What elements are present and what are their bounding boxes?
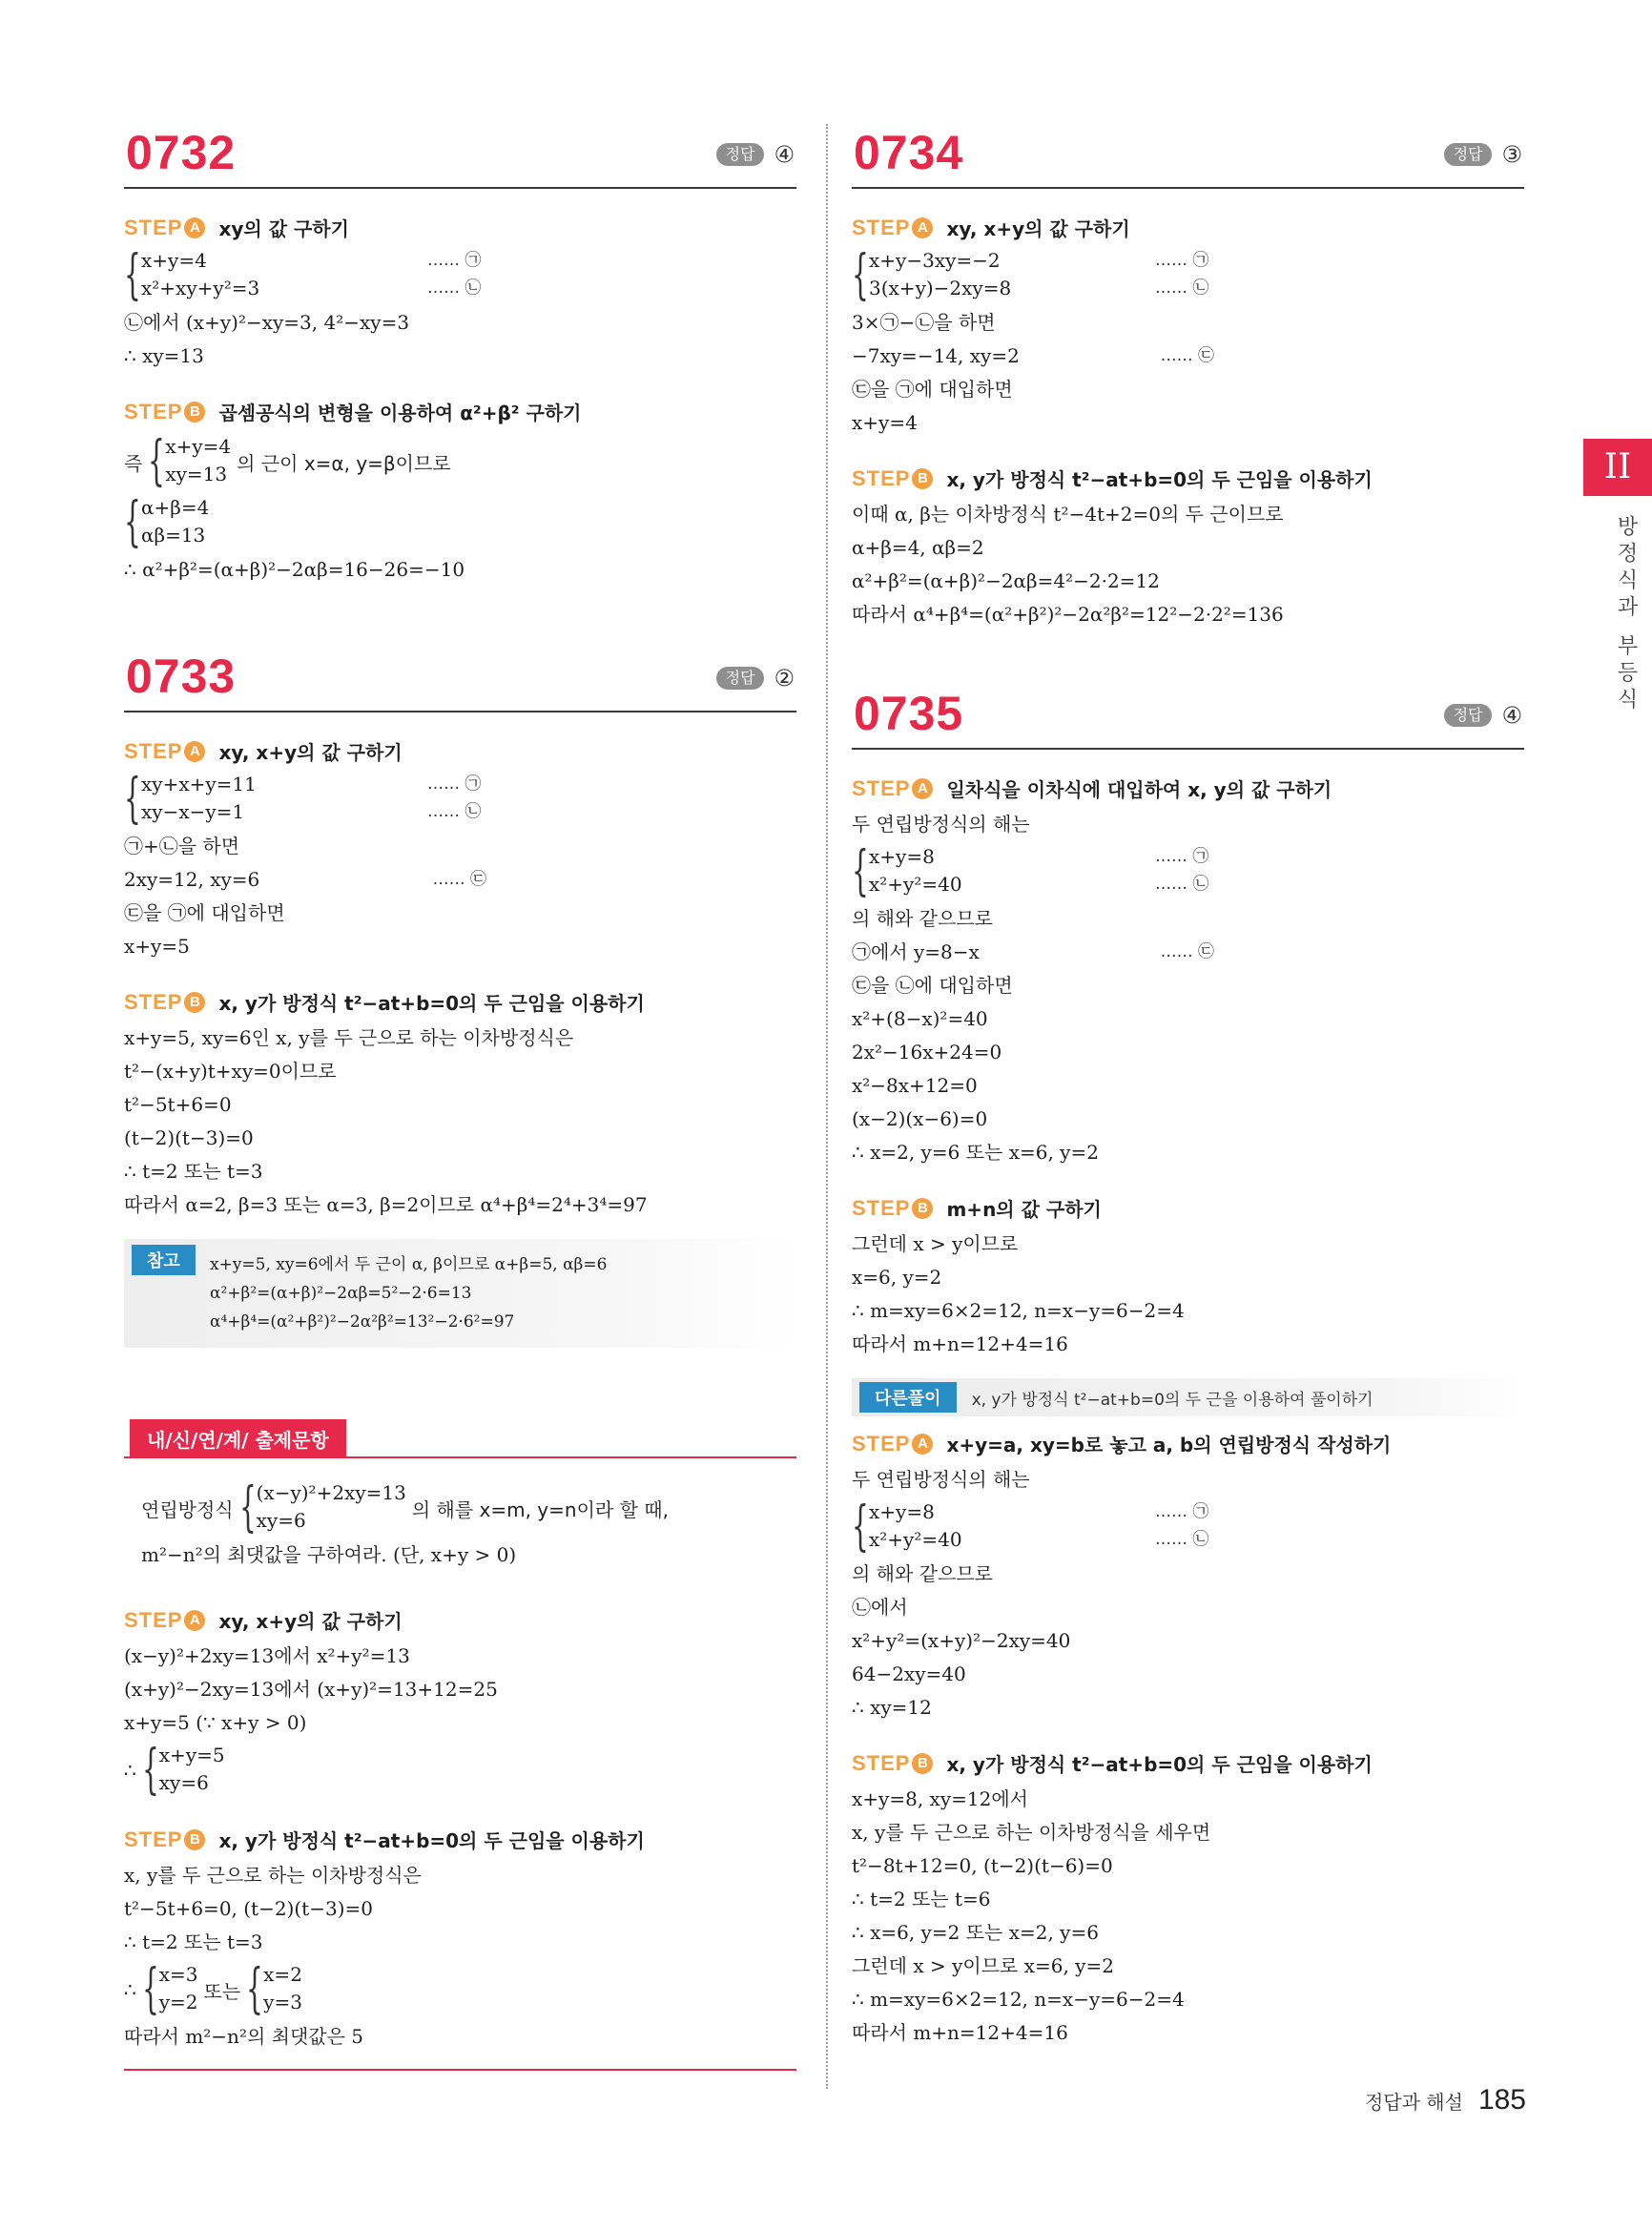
equation: x²+y²=40 bbox=[869, 873, 962, 896]
answer-value: ③ bbox=[1501, 141, 1522, 168]
step-letter: B bbox=[912, 1753, 933, 1774]
equation: x=2 bbox=[263, 1963, 302, 1986]
solution-line: 의 해와 같으므로 bbox=[852, 907, 993, 930]
alternate-solution-title: x, y가 방정식 t²−at+b=0의 두 근을 이용하여 풀이하기 bbox=[971, 1390, 1373, 1410]
solution-line: 그런데 x > y이므로 x=6, y=2 bbox=[852, 1954, 1114, 1977]
solution-line: 그런데 x > y이므로 bbox=[852, 1232, 1019, 1255]
solution-line: (x+y)²−2xy=13에서 (x+y)²=13+12=25 bbox=[124, 1678, 498, 1701]
answer-badge: 정답 bbox=[716, 667, 765, 690]
problem-number: 0732 bbox=[126, 126, 237, 179]
solution-line: (t−2)(t−3)=0 bbox=[124, 1126, 254, 1149]
right-column bbox=[852, 124, 1524, 2050]
answer-value: ② bbox=[774, 665, 795, 692]
solution-line: ∴ xy=13 bbox=[124, 344, 204, 367]
step-tag: STEP bbox=[852, 775, 911, 800]
solution-line: ㉠+㉡을 하면 bbox=[124, 835, 240, 857]
brace-icon: { bbox=[124, 244, 141, 306]
question-prefix: 연립방정식 bbox=[141, 1497, 234, 1521]
question-line: m²−n²의 최댓값을 구하여라. (단, x+y > 0) bbox=[141, 1543, 517, 1566]
problem-0734 bbox=[852, 124, 1524, 631]
equation-tag: …… ㉢ bbox=[1160, 942, 1214, 961]
equation-tag: …… ㉢ bbox=[1160, 346, 1214, 365]
step-title: x, y가 방정식 t²−at+b=0의 두 근임을 이용하기 bbox=[218, 992, 645, 1015]
answer bbox=[716, 143, 795, 166]
equation-tag: …… ㉡ bbox=[1155, 875, 1209, 894]
problem-header bbox=[124, 648, 796, 712]
solution-line: x²+(8−x)²=40 bbox=[852, 1007, 988, 1030]
brace-icon: { bbox=[852, 840, 869, 902]
brace-icon: { bbox=[141, 1958, 159, 2020]
solution-line: ㉡에서 bbox=[852, 1596, 908, 1619]
equation: xy=6 bbox=[158, 1771, 209, 1794]
step-a bbox=[124, 214, 796, 241]
solution-line: 따라서 m²−n²의 최댓값은 5 bbox=[124, 2025, 363, 2048]
or-word: 또는 bbox=[203, 1979, 241, 2003]
answer-badge: 정답 bbox=[1444, 704, 1493, 727]
equation-system bbox=[124, 491, 796, 553]
question-line bbox=[141, 1477, 779, 1538]
page-footer bbox=[1365, 2084, 1526, 2116]
equation-tag: …… ㉢ bbox=[432, 870, 486, 889]
step-letter: A bbox=[912, 1434, 933, 1455]
answer-badge: 정답 bbox=[1444, 143, 1493, 166]
step-tag: STEP bbox=[124, 1827, 183, 1851]
equation: x+y=8 bbox=[869, 1500, 935, 1523]
equation: y=3 bbox=[263, 1991, 302, 2013]
solution-line bbox=[852, 340, 1214, 373]
equation-tag: …… ㉡ bbox=[427, 279, 482, 298]
step-title: xy의 값 구하기 bbox=[218, 217, 349, 240]
step-letter: A bbox=[184, 217, 205, 238]
step-title: 일차식을 이차식에 대입하여 x, y의 값 구하기 bbox=[946, 778, 1332, 801]
solution-line: α+β=4, αβ=2 bbox=[852, 536, 984, 559]
solution-line: 3×㉠−㉡을 하면 bbox=[852, 311, 996, 334]
step-letter: B bbox=[184, 1829, 205, 1850]
step-title: m+n의 값 구하기 bbox=[946, 1198, 1102, 1221]
solution-line: t²−8t+12=0, (t−2)(t−6)=0 bbox=[852, 1854, 1113, 1877]
step-tag: STEP bbox=[124, 215, 183, 239]
brace-icon: { bbox=[124, 768, 141, 830]
solution-line: x, y를 두 근으로 하는 이차방정식을 세우면 bbox=[852, 1821, 1211, 1844]
solution-line: x+y=8, xy=12에서 bbox=[852, 1787, 1028, 1810]
step-b bbox=[852, 1194, 1524, 1222]
step-letter: A bbox=[912, 217, 933, 238]
naesin-section bbox=[124, 1416, 796, 2071]
solution-line: ∴ t=2 또는 t=3 bbox=[124, 1160, 263, 1183]
brace-icon: { bbox=[246, 1958, 263, 2020]
solution-line: ㉡에서 (x+y)²−xy=3, 4²−xy=3 bbox=[124, 311, 410, 334]
solution-line: x²−8x+12=0 bbox=[852, 1074, 978, 1097]
answer-value: ④ bbox=[1501, 702, 1522, 729]
solution-line: ∴ xy=12 bbox=[852, 1696, 932, 1719]
solution-line: 따라서 m+n=12+4=16 bbox=[852, 2021, 1068, 2044]
naesin-header bbox=[124, 1416, 796, 1458]
solution-line: 두 연립방정식의 해는 bbox=[852, 1468, 1030, 1491]
chapter-title: 방정식과 부등식 bbox=[1614, 515, 1638, 714]
step-tag: STEP bbox=[124, 738, 183, 763]
solution-line: 따라서 m+n=12+4=16 bbox=[852, 1332, 1068, 1355]
equation: x=3 bbox=[158, 1963, 198, 1986]
equation-system bbox=[124, 768, 796, 830]
solution-line: ∴ α²+β²=(α+β)²−2αβ=16−26=−10 bbox=[124, 558, 465, 581]
solution-line: 따라서 α=2, β=3 또는 α=3, β=2이므로 α⁴+β⁴=2⁴+3⁴=97 bbox=[124, 1193, 648, 1216]
problem-header bbox=[852, 124, 1524, 189]
chapter-tab bbox=[1583, 439, 1652, 496]
equation-tag: …… ㉠ bbox=[427, 251, 482, 270]
equation: x+y=4 bbox=[141, 249, 207, 272]
answer-badge: 정답 bbox=[716, 143, 765, 166]
equation-tag: …… ㉡ bbox=[427, 802, 482, 821]
step-a bbox=[852, 214, 1524, 241]
alt-step-a bbox=[852, 1430, 1524, 1457]
equation-tag: …… ㉠ bbox=[427, 774, 482, 794]
step-title: xy, x+y의 값 구하기 bbox=[218, 1610, 403, 1633]
equation-tag: …… ㉠ bbox=[1155, 847, 1209, 866]
step-tag: STEP bbox=[124, 399, 183, 423]
step-b bbox=[124, 988, 796, 1016]
step-letter: B bbox=[912, 1198, 933, 1219]
step-tag: STEP bbox=[124, 989, 183, 1014]
step-title: 곱셈공식의 변형을 이용하여 α²+β² 구하기 bbox=[218, 402, 582, 424]
step-b bbox=[852, 465, 1524, 492]
left-column bbox=[124, 124, 796, 2071]
equation-system bbox=[124, 244, 796, 306]
naesin-question bbox=[124, 1458, 796, 1581]
step-title: x, y가 방정식 t²−at+b=0의 두 근임을 이용하기 bbox=[218, 1829, 645, 1852]
note-line: α²+β²=(α+β)²−2αβ=5²−2·6=13 bbox=[210, 1284, 472, 1303]
solution-line bbox=[852, 936, 1214, 969]
equation: xy=13 bbox=[165, 463, 228, 485]
solution-line: x+y=4 bbox=[852, 411, 918, 434]
step-tag: STEP bbox=[852, 215, 911, 239]
equation: ㉠에서 y=8−x bbox=[852, 940, 980, 963]
naesin-label: 내/신/연/계/ 출제문항 bbox=[130, 1419, 346, 1458]
solution-line: (x−y)²+2xy=13에서 x²+y²=13 bbox=[124, 1644, 410, 1667]
equation: x+y=8 bbox=[869, 845, 935, 868]
brace-icon: { bbox=[852, 244, 869, 306]
solution-line: 64−2xy=40 bbox=[852, 1662, 966, 1685]
solution-line: ㉢을 ㉠에 대입하면 bbox=[852, 378, 1013, 401]
problem-number: 0735 bbox=[854, 687, 964, 740]
therefore-sign: ∴ bbox=[124, 1978, 136, 2001]
step-title: xy, x+y의 값 구하기 bbox=[218, 741, 403, 764]
solution-line: (x−2)(x−6)=0 bbox=[852, 1107, 988, 1130]
solution-line: t²−5t+6=0, (t−2)(t−3)=0 bbox=[124, 1897, 373, 1920]
equation-tag: …… ㉡ bbox=[1155, 1530, 1209, 1549]
solution-line: ∴ t=2 또는 t=6 bbox=[852, 1888, 991, 1910]
solution-line: 2x²−16x+24=0 bbox=[852, 1041, 1002, 1063]
step-letter: B bbox=[184, 402, 205, 423]
column-divider bbox=[826, 124, 828, 2089]
step-letter: A bbox=[912, 778, 933, 799]
step-letter: A bbox=[184, 1610, 205, 1631]
chapter-number: II bbox=[1603, 447, 1632, 486]
equation: xy−x−y=1 bbox=[141, 800, 245, 823]
solution-line: ㉢을 ㉡에 대입하면 bbox=[852, 974, 1013, 997]
answer-value: ④ bbox=[774, 141, 795, 168]
equation: −7xy=−14, xy=2 bbox=[852, 344, 1020, 367]
brace-icon: { bbox=[141, 1739, 159, 1801]
problem-0732 bbox=[124, 124, 796, 587]
equation-tag: …… ㉠ bbox=[1155, 251, 1209, 270]
problem-number: 0734 bbox=[854, 126, 964, 179]
step-letter: B bbox=[184, 992, 205, 1013]
equation-system bbox=[124, 1740, 796, 1801]
brace-icon: { bbox=[238, 1476, 257, 1538]
step-tag: STEP bbox=[852, 1750, 911, 1775]
solution-line: 이때 α, β는 이차방정식 t²−4t+2=0의 두 근이므로 bbox=[852, 503, 1284, 526]
note-box bbox=[124, 1239, 796, 1348]
footer-label: 정답과 해설 bbox=[1364, 2091, 1463, 2114]
step-title: x, y가 방정식 t²−at+b=0의 두 근임을 이용하기 bbox=[946, 468, 1373, 491]
equation: α+β=4 bbox=[141, 496, 210, 519]
note-line: α⁴+β⁴=(α²+β²)²−2α²β²=13²−2·6²=97 bbox=[210, 1312, 515, 1332]
answer bbox=[1444, 143, 1522, 166]
therefore-sign: ∴ bbox=[124, 1759, 136, 1782]
solution-line: x, y를 두 근으로 하는 이차방정식은 bbox=[124, 1864, 422, 1887]
note-line: x+y=5, xy=6에서 두 근이 α, β이므로 α+β=5, αβ=6 bbox=[210, 1255, 608, 1274]
answer bbox=[716, 667, 795, 690]
equation: xy+x+y=11 bbox=[141, 773, 257, 795]
equation: x²+xy+y²=3 bbox=[141, 277, 260, 299]
equation-tag: …… ㉡ bbox=[1155, 279, 1209, 298]
step-a bbox=[852, 774, 1524, 802]
step-a bbox=[124, 1606, 796, 1634]
step-b bbox=[124, 1826, 796, 1853]
step-tag: STEP bbox=[124, 1607, 183, 1632]
answer bbox=[1444, 704, 1522, 727]
solution-line: ∴ x=2, y=6 또는 x=6, y=2 bbox=[852, 1141, 1099, 1164]
equation: x+y=5 bbox=[158, 1744, 225, 1766]
step-tag: STEP bbox=[852, 1195, 911, 1220]
step-title: xy, x+y의 값 구하기 bbox=[946, 217, 1130, 240]
solution-line: 두 연립방정식의 해는 bbox=[852, 813, 1030, 836]
problem-header bbox=[852, 685, 1524, 750]
solution-line: x=6, y=2 bbox=[852, 1266, 942, 1289]
equation: y=2 bbox=[158, 1991, 198, 2013]
brace-icon: { bbox=[148, 430, 166, 492]
alt-step-b bbox=[852, 1749, 1524, 1777]
question-suffix: 의 해를 x=m, y=n이라 할 때, bbox=[411, 1497, 669, 1521]
equation-system bbox=[852, 244, 1524, 306]
equation: 3(x+y)−2xy=8 bbox=[869, 277, 1012, 299]
equation-system bbox=[124, 1959, 796, 2020]
step-tag: STEP bbox=[852, 465, 911, 490]
solution-line: ∴ m=xy=6×2=12, n=x−y=6−2=4 bbox=[852, 1988, 1185, 2011]
step-title: x, y가 방정식 t²−at+b=0의 두 근임을 이용하기 bbox=[946, 1753, 1373, 1776]
step-a bbox=[124, 737, 796, 765]
equation: xy=6 bbox=[256, 1509, 306, 1532]
solution-line: t²−(x+y)t+xy=0이므로 bbox=[124, 1060, 337, 1083]
solution-line: ∴ t=2 또는 t=3 bbox=[124, 1931, 263, 1953]
step-letter: B bbox=[912, 468, 933, 489]
equation: 2xy=12, xy=6 bbox=[124, 868, 260, 891]
equation-system bbox=[852, 1498, 1524, 1556]
solution-line: ∴ m=xy=6×2=12, n=x−y=6−2=4 bbox=[852, 1299, 1185, 1322]
problem-0733 bbox=[124, 648, 796, 1348]
problem-header bbox=[124, 124, 796, 189]
page-number: 185 bbox=[1477, 2084, 1526, 2116]
solution-line bbox=[124, 863, 486, 897]
step-tag: STEP bbox=[852, 1431, 911, 1456]
problem-0735 bbox=[852, 685, 1524, 2050]
equation: x²+y²=40 bbox=[869, 1528, 962, 1551]
equation-system bbox=[852, 840, 1524, 902]
alternate-solution-header bbox=[852, 1378, 1524, 1416]
solution-line: t²−5t+6=0 bbox=[124, 1093, 232, 1116]
solution-line: ∴ x=6, y=2 또는 x=2, y=6 bbox=[852, 1921, 1099, 1944]
solution-line: x+y=5 (∵ x+y > 0) bbox=[124, 1711, 307, 1734]
solution-line: 의 해와 같으므로 bbox=[852, 1562, 993, 1585]
equation-tag: …… ㉠ bbox=[1155, 1502, 1209, 1521]
step-b bbox=[124, 398, 796, 425]
equation: x+y=4 bbox=[165, 435, 232, 458]
step-letter: A bbox=[184, 741, 205, 762]
note-label: 참고 bbox=[132, 1245, 196, 1275]
solution-line: 따라서 α⁴+β⁴=(α²+β²)²−2α²β²=12²−2·2²=136 bbox=[852, 603, 1284, 626]
inline-suffix: 의 근이 x=α, y=β이므로 bbox=[237, 451, 451, 475]
solution-line: α²+β²=(α+β)²−2αβ=4²−2·2=12 bbox=[852, 569, 1160, 592]
equation: (x−y)²+2xy=13 bbox=[256, 1481, 406, 1504]
inline-prefix: 즉 bbox=[124, 451, 143, 475]
solution-line: ㉢을 ㉠에 대입하면 bbox=[124, 901, 285, 924]
equation: x+y−3xy=−2 bbox=[869, 249, 1001, 272]
solution-line: x+y=5 bbox=[124, 935, 190, 958]
brace-icon: { bbox=[124, 491, 141, 553]
alternate-solution-label: 다른풀이 bbox=[859, 1382, 957, 1413]
equation: αβ=13 bbox=[141, 524, 206, 547]
step-title: x+y=a, xy=b로 놓고 a, b의 연립방정식 작성하기 bbox=[946, 1434, 1392, 1456]
solution-line: x²+y²=(x+y)²−2xy=40 bbox=[852, 1629, 1071, 1652]
inline-system bbox=[124, 431, 796, 492]
brace-icon: { bbox=[852, 1496, 869, 1558]
solution-line: x+y=5, xy=6인 x, y를 두 근으로 하는 이차방정식은 bbox=[124, 1026, 574, 1049]
naesin-divider bbox=[124, 2069, 796, 2071]
problem-number: 0733 bbox=[126, 650, 237, 703]
